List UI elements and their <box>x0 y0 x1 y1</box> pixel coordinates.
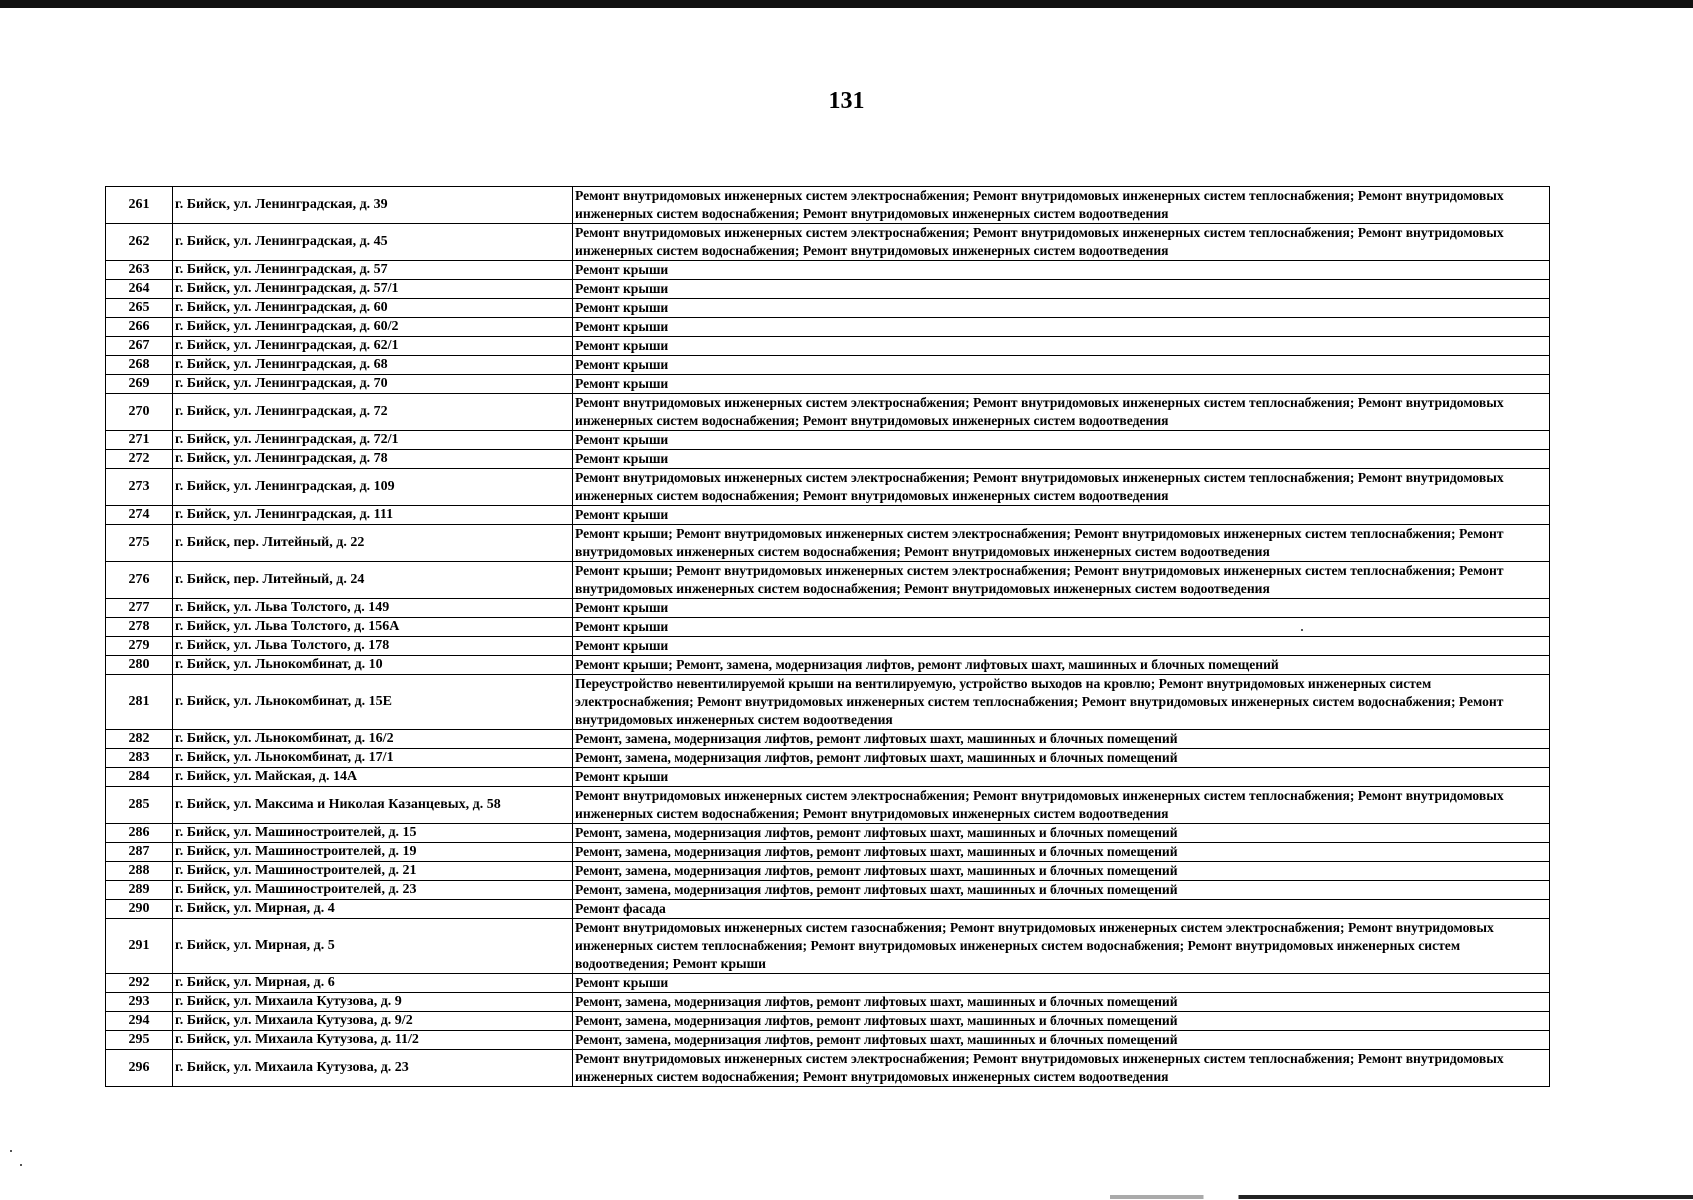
address-cell: г. Бийск, ул. Майская, д. 14А <box>173 768 573 787</box>
repair-works-cell: Переустройство невентилируемой крыши на вентилируемую, устройство выходов на кровлю; Ремонт внутридомовых инженерных систем электроснабжения; Ремонт внутридомовых инженерных систем теплоснабжения; Ремонт внутридомовых инженерных систем водоснабжения; Ремонт внутридомовых инженерных систем водоотведения <box>573 675 1550 730</box>
row-number-cell: 292 <box>106 974 173 993</box>
repair-works-cell: Ремонт крыши <box>573 318 1550 337</box>
row-number-cell: 287 <box>106 843 173 862</box>
row-number-cell: 267 <box>106 337 173 356</box>
address-cell: г. Бийск, ул. Михаила Кутузова, д. 11/2 <box>173 1031 573 1050</box>
address-cell: г. Бийск, ул. Ленинградская, д. 62/1 <box>173 337 573 356</box>
repair-registry-table <box>105 186 1550 1087</box>
table-row <box>106 768 1550 787</box>
repair-works-cell: Ремонт крыши <box>573 337 1550 356</box>
repair-works-cell: Ремонт крыши <box>573 599 1550 618</box>
address-cell: г. Бийск, ул. Ленинградская, д. 39 <box>173 187 573 224</box>
repair-works-cell: Ремонт, замена, модернизация лифтов, ремонт лифтовых шахт, машинных и блочных помещений <box>573 993 1550 1012</box>
repair-works-cell: Ремонт крыши <box>573 299 1550 318</box>
row-number-cell: 296 <box>106 1050 173 1087</box>
row-number-cell: 275 <box>106 525 173 562</box>
address-cell: г. Бийск, ул. Ленинградская, д. 57 <box>173 261 573 280</box>
row-number-cell: 263 <box>106 261 173 280</box>
address-cell: г. Бийск, ул. Льва Толстого, д. 149 <box>173 599 573 618</box>
table-row <box>106 394 1550 431</box>
repair-works-cell: Ремонт внутридомовых инженерных систем электроснабжения; Ремонт внутридомовых инженерных систем теплоснабжения; Ремонт внутридомовых инженерных систем водоснабжения; Ремонт внутридомовых инженерных систем водоотведения <box>573 394 1550 431</box>
row-number-cell: 270 <box>106 394 173 431</box>
repair-works-cell: Ремонт внутридомовых инженерных систем электроснабжения; Ремонт внутридомовых инженерных систем теплоснабжения; Ремонт внутридомовых инженерных систем водоснабжения; Ремонт внутридомовых инженерных систем водоотведения <box>573 1050 1550 1087</box>
repair-works-cell: Ремонт внутридомовых инженерных систем электроснабжения; Ремонт внутридомовых инженерных систем теплоснабжения; Ремонт внутридомовых инженерных систем водоснабжения; Ремонт внутридомовых инженерных систем водоотведения <box>573 224 1550 261</box>
table-row <box>106 637 1550 656</box>
row-number-cell: 281 <box>106 675 173 730</box>
repair-works-cell: Ремонт крыши <box>573 618 1550 637</box>
address-cell: г. Бийск, ул. Мирная, д. 5 <box>173 919 573 974</box>
repair-works-cell: Ремонт крыши <box>573 261 1550 280</box>
table-row <box>106 431 1550 450</box>
table-row <box>106 337 1550 356</box>
table-row <box>106 919 1550 974</box>
table-row <box>106 749 1550 768</box>
repair-works-cell: Ремонт крыши <box>573 637 1550 656</box>
table-row <box>106 993 1550 1012</box>
address-cell: г. Бийск, ул. Ленинградская, д. 70 <box>173 375 573 394</box>
repair-works-cell: Ремонт, замена, модернизация лифтов, ремонт лифтовых шахт, машинных и блочных помещений <box>573 824 1550 843</box>
table-row <box>106 1012 1550 1031</box>
table-row <box>106 187 1550 224</box>
table-row <box>106 318 1550 337</box>
address-cell: г. Бийск, ул. Льнокомбинат, д. 15Е <box>173 675 573 730</box>
repair-works-cell: Ремонт крыши <box>573 974 1550 993</box>
address-cell: г. Бийск, ул. Максима и Николая Казанцевых, д. 58 <box>173 787 573 824</box>
address-cell: г. Бийск, ул. Машиностроителей, д. 23 <box>173 881 573 900</box>
scan-speck <box>10 1150 12 1152</box>
row-number-cell: 282 <box>106 730 173 749</box>
row-number-cell: 273 <box>106 469 173 506</box>
table-row <box>106 862 1550 881</box>
table-row <box>106 375 1550 394</box>
row-number-cell: 294 <box>106 1012 173 1031</box>
registry-table-body <box>106 187 1550 1087</box>
address-cell: г. Бийск, ул. Ленинградская, д. 109 <box>173 469 573 506</box>
row-number-cell: 291 <box>106 919 173 974</box>
address-cell: г. Бийск, ул. Ленинградская, д. 60/2 <box>173 318 573 337</box>
table-row <box>106 618 1550 637</box>
table-row <box>106 280 1550 299</box>
repair-works-cell: Ремонт внутридомовых инженерных систем электроснабжения; Ремонт внутридомовых инженерных систем теплоснабжения; Ремонт внутридомовых инженерных систем водоснабжения; Ремонт внутридомовых инженерных систем водоотведения <box>573 187 1550 224</box>
repair-works-cell: Ремонт, замена, модернизация лифтов, ремонт лифтовых шахт, машинных и блочных помещений <box>573 843 1550 862</box>
row-number-cell: 276 <box>106 562 173 599</box>
row-number-cell: 288 <box>106 862 173 881</box>
row-number-cell: 261 <box>106 187 173 224</box>
scan-speck <box>20 1164 22 1166</box>
table-row <box>106 787 1550 824</box>
row-number-cell: 277 <box>106 599 173 618</box>
repair-works-cell: Ремонт крыши <box>573 375 1550 394</box>
scan-speck <box>1301 629 1303 631</box>
table-row <box>106 224 1550 261</box>
scan-bottom-mark <box>1110 1195 1693 1199</box>
table-row <box>106 599 1550 618</box>
repair-works-cell: Ремонт крыши; Ремонт внутридомовых инженерных систем электроснабжения; Ремонт внутридомовых инженерных систем теплоснабжения; Ремонт внутридомовых инженерных систем водоснабжения; Ремонт внутридомовых инженерных систем водоотведения <box>573 525 1550 562</box>
table-row <box>106 506 1550 525</box>
repair-works-cell: Ремонт крыши <box>573 506 1550 525</box>
table-row <box>106 824 1550 843</box>
repair-works-cell: Ремонт, замена, модернизация лифтов, ремонт лифтовых шахт, машинных и блочных помещений <box>573 862 1550 881</box>
table-row <box>106 1031 1550 1050</box>
address-cell: г. Бийск, ул. Льва Толстого, д. 178 <box>173 637 573 656</box>
address-cell: г. Бийск, ул. Льва Толстого, д. 156А <box>173 618 573 637</box>
row-number-cell: 286 <box>106 824 173 843</box>
address-cell: г. Бийск, ул. Мирная, д. 4 <box>173 900 573 919</box>
table-row <box>106 675 1550 730</box>
repair-works-cell: Ремонт крыши <box>573 356 1550 375</box>
row-number-cell: 268 <box>106 356 173 375</box>
table-row <box>106 1050 1550 1087</box>
row-number-cell: 285 <box>106 787 173 824</box>
row-number-cell: 293 <box>106 993 173 1012</box>
address-cell: г. Бийск, ул. Ленинградская, д. 72/1 <box>173 431 573 450</box>
page-number: 131 <box>828 88 865 114</box>
address-cell: г. Бийск, ул. Машиностроителей, д. 15 <box>173 824 573 843</box>
table-row <box>106 656 1550 675</box>
repair-works-cell: Ремонт крыши <box>573 280 1550 299</box>
row-number-cell: 272 <box>106 450 173 469</box>
address-cell: г. Бийск, ул. Михаила Кутузова, д. 23 <box>173 1050 573 1087</box>
row-number-cell: 280 <box>106 656 173 675</box>
address-cell: г. Бийск, ул. Ленинградская, д. 78 <box>173 450 573 469</box>
repair-works-cell: Ремонт, замена, модернизация лифтов, ремонт лифтовых шахт, машинных и блочных помещений <box>573 881 1550 900</box>
address-cell: г. Бийск, ул. Льнокомбинат, д. 17/1 <box>173 749 573 768</box>
repair-works-cell: Ремонт внутридомовых инженерных систем электроснабжения; Ремонт внутридомовых инженерных систем теплоснабжения; Ремонт внутридомовых инженерных систем водоснабжения; Ремонт внутридомовых инженерных систем водоотведения <box>573 787 1550 824</box>
repair-works-cell: Ремонт крыши <box>573 431 1550 450</box>
row-number-cell: 262 <box>106 224 173 261</box>
table-row <box>106 562 1550 599</box>
repair-works-cell: Ремонт крыши; Ремонт внутридомовых инженерных систем электроснабжения; Ремонт внутридомовых инженерных систем теплоснабжения; Ремонт внутридомовых инженерных систем водоснабжения; Ремонт внутридомовых инженерных систем водоотведения <box>573 562 1550 599</box>
address-cell: г. Бийск, ул. Михаила Кутузова, д. 9/2 <box>173 1012 573 1031</box>
address-cell: г. Бийск, ул. Ленинградская, д. 45 <box>173 224 573 261</box>
scan-top-edge <box>0 0 1693 8</box>
row-number-cell: 289 <box>106 881 173 900</box>
repair-works-cell: Ремонт крыши; Ремонт, замена, модернизация лифтов, ремонт лифтовых шахт, машинных и блочных помещений <box>573 656 1550 675</box>
row-number-cell: 264 <box>106 280 173 299</box>
table-row <box>106 730 1550 749</box>
row-number-cell: 278 <box>106 618 173 637</box>
row-number-cell: 271 <box>106 431 173 450</box>
row-number-cell: 265 <box>106 299 173 318</box>
table-row <box>106 261 1550 280</box>
table-row <box>106 450 1550 469</box>
repair-works-cell: Ремонт внутридомовых инженерных систем электроснабжения; Ремонт внутридомовых инженерных систем теплоснабжения; Ремонт внутридомовых инженерных систем водоснабжения; Ремонт внутридомовых инженерных систем водоотведения <box>573 469 1550 506</box>
row-number-cell: 284 <box>106 768 173 787</box>
row-number-cell: 274 <box>106 506 173 525</box>
repair-works-cell: Ремонт, замена, модернизация лифтов, ремонт лифтовых шахт, машинных и блочных помещений <box>573 749 1550 768</box>
address-cell: г. Бийск, ул. Ленинградская, д. 68 <box>173 356 573 375</box>
table-row <box>106 469 1550 506</box>
table-row <box>106 900 1550 919</box>
row-number-cell: 266 <box>106 318 173 337</box>
address-cell: г. Бийск, ул. Мирная, д. 6 <box>173 974 573 993</box>
repair-works-cell: Ремонт внутридомовых инженерных систем газоснабжения; Ремонт внутридомовых инженерных систем электроснабжения; Ремонт внутридомовых инженерных систем теплоснабжения; Ремонт внутридомовых инженерных систем водоснабжения; Ремонт внутридомовых инженерных систем водоотведения; Ремонт крыши <box>573 919 1550 974</box>
row-number-cell: 283 <box>106 749 173 768</box>
address-cell: г. Бийск, ул. Машиностроителей, д. 21 <box>173 862 573 881</box>
repair-works-cell: Ремонт фасада <box>573 900 1550 919</box>
repair-works-cell: Ремонт крыши <box>573 768 1550 787</box>
address-cell: г. Бийск, пер. Литейный, д. 24 <box>173 562 573 599</box>
table-row <box>106 525 1550 562</box>
address-cell: г. Бийск, ул. Ленинградская, д. 57/1 <box>173 280 573 299</box>
address-cell: г. Бийск, ул. Ленинградская, д. 60 <box>173 299 573 318</box>
address-cell: г. Бийск, ул. Машиностроителей, д. 19 <box>173 843 573 862</box>
address-cell: г. Бийск, ул. Льнокомбинат, д. 16/2 <box>173 730 573 749</box>
row-number-cell: 279 <box>106 637 173 656</box>
repair-works-cell: Ремонт, замена, модернизация лифтов, ремонт лифтовых шахт, машинных и блочных помещений <box>573 730 1550 749</box>
address-cell: г. Бийск, ул. Михаила Кутузова, д. 9 <box>173 993 573 1012</box>
repair-works-cell: Ремонт, замена, модернизация лифтов, ремонт лифтовых шахт, машинных и блочных помещений <box>573 1031 1550 1050</box>
table-row <box>106 881 1550 900</box>
address-cell: г. Бийск, ул. Ленинградская, д. 111 <box>173 506 573 525</box>
address-cell: г. Бийск, ул. Льнокомбинат, д. 10 <box>173 656 573 675</box>
row-number-cell: 269 <box>106 375 173 394</box>
table-row <box>106 843 1550 862</box>
repair-works-cell: Ремонт крыши <box>573 450 1550 469</box>
table-row <box>106 356 1550 375</box>
repair-works-cell: Ремонт, замена, модернизация лифтов, ремонт лифтовых шахт, машинных и блочных помещений <box>573 1012 1550 1031</box>
table-row <box>106 974 1550 993</box>
row-number-cell: 295 <box>106 1031 173 1050</box>
table-row <box>106 299 1550 318</box>
address-cell: г. Бийск, ул. Ленинградская, д. 72 <box>173 394 573 431</box>
address-cell: г. Бийск, пер. Литейный, д. 22 <box>173 525 573 562</box>
row-number-cell: 290 <box>106 900 173 919</box>
